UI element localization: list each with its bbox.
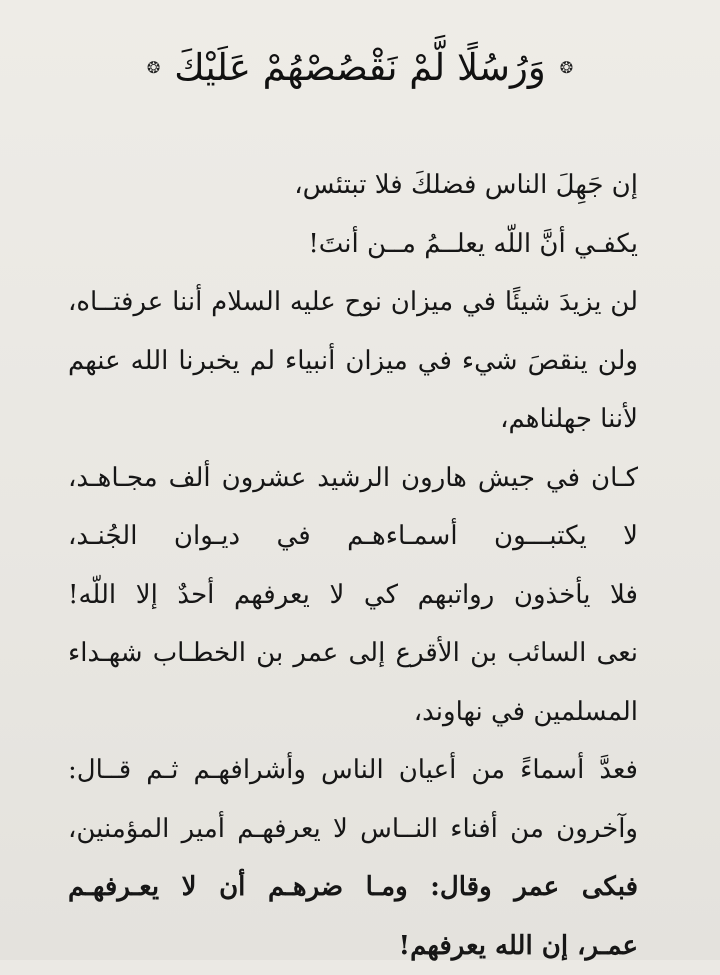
text-line: فلا يأخذون رواتبهم كي لا يعرفهم أحدٌ إلا اللّه! bbox=[68, 566, 638, 625]
text-line: فبكى عمر وقال: ومـا ضرهـم أن لا يعـرفهـم bbox=[68, 858, 638, 917]
text-line: ولن ينقصَ شيء في ميزان أنبياء لم يخبرنا الله عنهم bbox=[68, 332, 638, 391]
text-line: لا يكتبـــون أسمـاءهـم في ديـوان الجُنـد، bbox=[68, 507, 638, 566]
title-verse: وَرُسُلًا لَّمْ نَقْصُصْهُمْ عَلَيْكَ bbox=[174, 46, 546, 89]
text-line: وآخرون من أفناء النــاس لا يعرفهـم أمير المؤمنين، bbox=[68, 800, 638, 859]
text-line: لأننا جهلناهم، bbox=[68, 390, 638, 449]
text-line: يكفـي أنَّ اللّه يعلــمُ مــن أنتَ! bbox=[68, 215, 638, 274]
text-line: المسلمين في نهاوند، bbox=[68, 683, 638, 742]
body-text bbox=[68, 156, 638, 975]
title-block bbox=[0, 46, 720, 89]
ornament-left-icon: ❂ bbox=[147, 60, 160, 76]
text-line: إن جَهِلَ الناس فضلكَ فلا تبتئس، bbox=[68, 156, 638, 215]
text-line: لن يزيدَ شيئًا في ميزان نوح عليه السلام أننا عرفتــاه، bbox=[68, 273, 638, 332]
ornament-right-icon: ❂ bbox=[560, 60, 573, 76]
text-line: كـان في جيش هارون الرشيد عشرون ألف مجـاهـد، bbox=[68, 449, 638, 508]
text-line: نعى السائب بن الأقرع إلى عمر بن الخطـاب شهـداء bbox=[68, 624, 638, 683]
text-line: فعدَّ أسماءً من أعيان الناس وأشرافهـم ثـم قــال: bbox=[68, 741, 638, 800]
text-line: عمـر، إن الله يعرفهم! bbox=[68, 917, 638, 975]
